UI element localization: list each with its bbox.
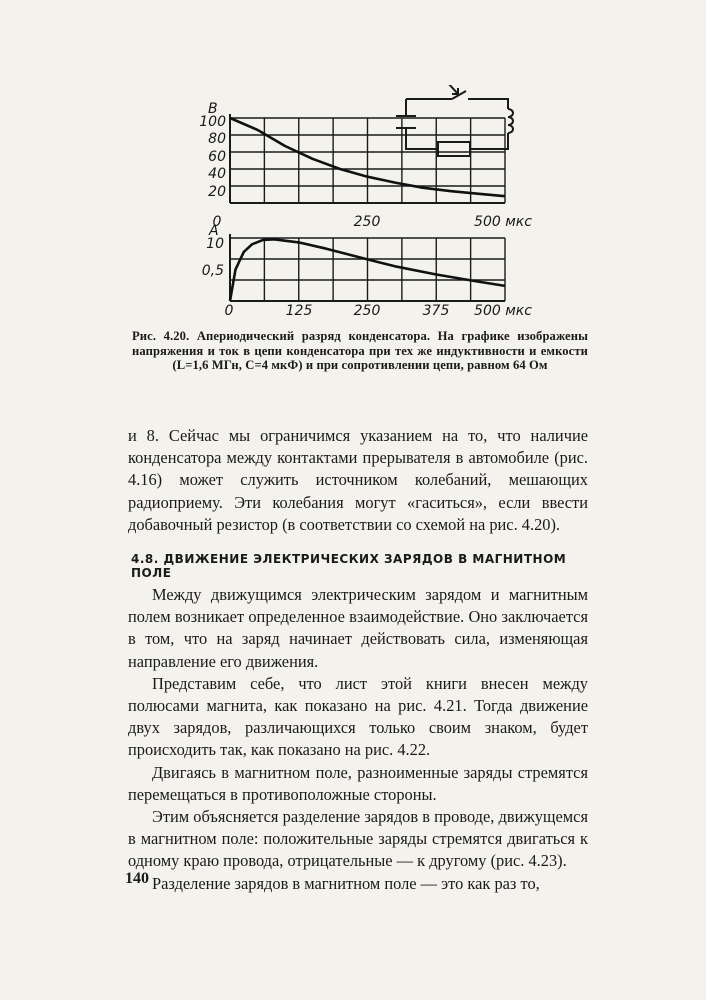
x-tick-label: 500 мкс [474, 214, 532, 230]
paragraph: Между движущимся электрическим зарядом и магнитным полем возникает определенное взаимодействие. Оно заключается в том, что на заряд начинает действовать сила, изменяющая направление его движения. [128, 585, 588, 671]
x-tick-label: 250 [353, 214, 381, 230]
x-tick-label: 125 [285, 303, 313, 319]
paragraph-continuation [128, 425, 588, 536]
section-body [128, 584, 588, 895]
switch-arrow [448, 85, 458, 94]
paragraph: Двигаясь в магнитном поле, разноименные заряды стремятся перемещаться в противоположные стороны. [128, 762, 588, 804]
y-tick-label: 100 [199, 114, 226, 130]
x-tick-label: 0 [212, 214, 222, 230]
y-tick-label: 80 [208, 131, 226, 147]
paragraph: Представим себе, что лист этой книги внесен между полюсами магнита, как показано на рис. 4.21. Тогда движение двух зарядов, различающихся только своим знаком, будет происходить так, как показано на рис. 4.22. [128, 673, 588, 760]
x-tick-label: 250 [353, 303, 381, 319]
x-tick-label: 375 [422, 303, 450, 319]
paragraph: Этим объясняется разделение зарядов в проводе, движущемся в магнитном поле: положительные заряды стремятся двигаться к одному краю провода, отрицательные — к другому (рис. 4.23). [128, 807, 588, 871]
y-tick-label: 40 [208, 166, 226, 182]
section-heading: 4.8. ДВИЖЕНИЕ ЭЛЕКТРИЧЕСКИХ ЗАРЯДОВ В МАГНИТНОМ ПОЛЕ [131, 552, 567, 580]
figure-caption: Рис. 4.20. Апериодический разряд конденсатора. На графике изображены напряжения и ток в цепи конденсатора при тех же индуктивности и емкости (L=1,6 МГн, C=4 мкФ) и при сопротивлении цепи, равном 64 Ом [132, 329, 588, 373]
x-tick-label: 500 мкс [474, 303, 532, 319]
x-tick-label: 0 [224, 303, 234, 319]
voltage-chart [199, 101, 532, 230]
circuit-diagram [396, 85, 513, 156]
y-tick-label: 60 [208, 149, 226, 165]
page-number: 140 [125, 870, 149, 887]
y-tick-label: 10 [206, 236, 224, 252]
y-tick-label: 0,5 [201, 263, 224, 279]
y-unit-label: В [208, 101, 218, 117]
y-tick-label: 20 [208, 184, 226, 200]
paragraph: и 8. Сейчас мы ограничимся указанием на то, что наличие конденсатора между контактами прерывателя в автомобиле (рис. 4.16) может служить источником колебаний, мешающих радиоприему. Эти колебания могут «гаситься», если ввести добавочный резистор (в соответствии со схемой на рис. 4.20). [128, 426, 588, 534]
current-chart [202, 223, 533, 319]
figure-4-20 [195, 85, 535, 325]
y-unit-label: А [209, 223, 219, 239]
resistor [438, 142, 470, 156]
paragraph: Разделение зарядов в магнитном поле — это как раз то, [152, 873, 540, 893]
inductor-coil [508, 109, 513, 133]
